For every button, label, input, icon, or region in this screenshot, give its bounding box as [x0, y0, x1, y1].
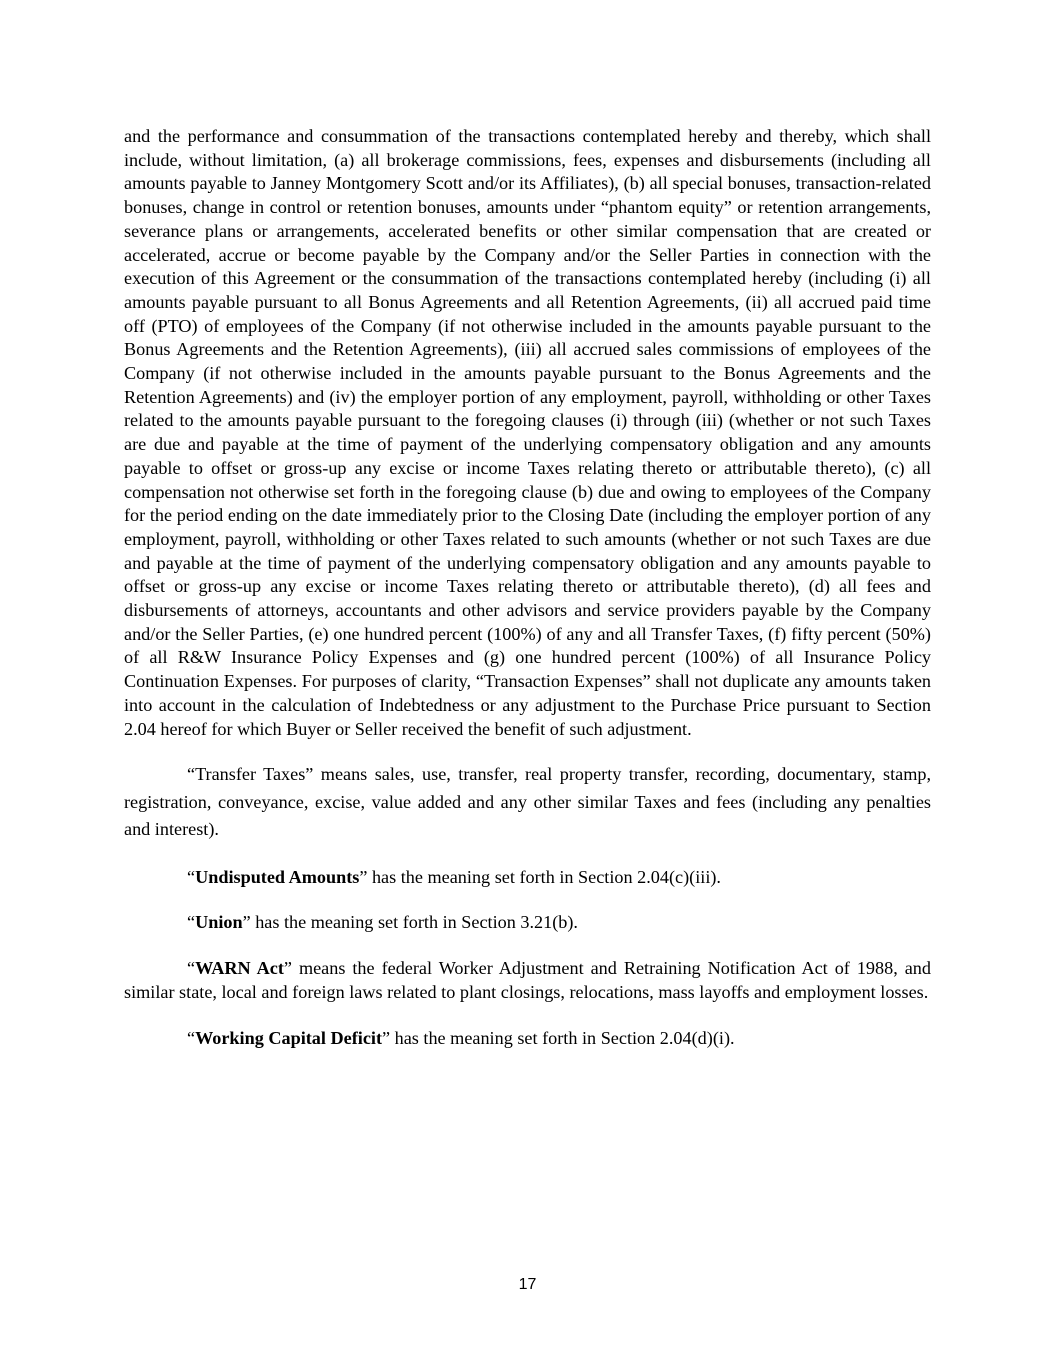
open-quote: “	[187, 866, 196, 887]
page-body	[124, 125, 931, 1072]
defined-term: Undisputed Amounts	[195, 866, 360, 887]
definition-text: ” has the meaning set forth in Section 2.04(c)(iii).	[359, 866, 721, 887]
definition-undisputed-amounts	[124, 866, 931, 890]
defined-term: Working Capital Deficit	[195, 1027, 382, 1048]
page-number: 17	[518, 1276, 537, 1293]
paragraph-transaction-expenses-continued: and the performance and consummation of the transactions contemplated hereby and thereby, which shall include, without limitation, (a) all brokerage commissions, fees, expenses and disbursements (including all amounts payable to Janney Montgomery Scott and/or its Affiliates), (b) all special bonuses, transaction-related bonuses, change in control or retention bonuses, amounts under “phantom equity” or retention arrangements, severance plans or arrangements, accelerated benefits or other similar compensation that are created or accelerated, accrue or become payable by the Company and/or the Seller Parties in connection with the execution of this Agreement or the consummation of the transactions contemplated hereby (including (i) all amounts payable pursuant to all Bonus Agreements and all Retention Agreements, (ii) all accrued paid time off (PTO) of employees of the Company (if not otherwise included in the amounts payable pursuant to the Bonus Agreements and the Retention Agreements), (iii) all accrued sales commissions of employees of the Company (if not otherwise included in the amounts payable pursuant to the Bonus Agreements and the Retention Agreements) and (iv) the employer portion of any employment, payroll, withholding or other Taxes related to the amounts payable pursuant to the foregoing clauses (i) through (iii) (whether or not such Taxes are due and payable at the time of payment of the underlying compensatory obligation and any amounts payable to offset or gross-up any excise or income Taxes relating thereto or attributable thereto), (c) all compensation not otherwise set forth in the foregoing clause (b) due and owing to employees of the Company for the period ending on the date immediately prior to the Closing Date (including the employer portion of any employment, payroll, withholding or other Taxes related to such amounts (whether or not such Taxes are due and payable at the time of payment of the underlying compensatory obligation and any amounts payable to offset or gross-up any excise or income Taxes relating thereto or attributable thereto), (d) all fees and disbursements of attorneys, accountants and other advisors and service providers payable by the Company and/or the Seller Parties, (e) one hundred percent (100%) of any and all Transfer Taxes, (f) fifty percent (50%) of all R&W Insurance Policy Expenses and (g) one hundred percent (100%) of all Insurance Policy Continuation Expenses. For purposes of clarity, “Transaction Expenses” shall not duplicate any amounts taken into account in the calculation of Indebtedness or any adjustment to the Purchase Price pursuant to Section 2.04 hereof for which Buyer or Seller received the benefit of such adjustment.	[124, 126, 931, 739]
defined-term: WARN Act	[195, 958, 284, 979]
open-quote: “	[187, 1027, 196, 1048]
open-quote: “	[187, 912, 196, 933]
definition-union	[124, 911, 931, 935]
open-quote: “	[187, 958, 196, 979]
definition-transfer-taxes: “Transfer Taxes” means sales, use, transfer, real property transfer, recording, documentary, stamp, registration, conveyance, excise, value added and any other similar Taxes and fees (including any penalties and interest).	[124, 764, 931, 840]
definition-text: ” has the meaning set forth in Section 3.21(b).	[242, 912, 578, 933]
definition-warn-act	[124, 957, 931, 1004]
definition-working-capital-deficit	[124, 1027, 931, 1051]
defined-term: Union	[195, 912, 243, 933]
definition-text: ” means the federal Worker Adjustment and Retraining Notification Act of 1988, and similar state, local and foreign laws related to plant closings, relocations, mass layoffs and employment losses.	[124, 958, 931, 1002]
definition-text: ” has the meaning set forth in Section 2.04(d)(i).	[382, 1027, 735, 1048]
